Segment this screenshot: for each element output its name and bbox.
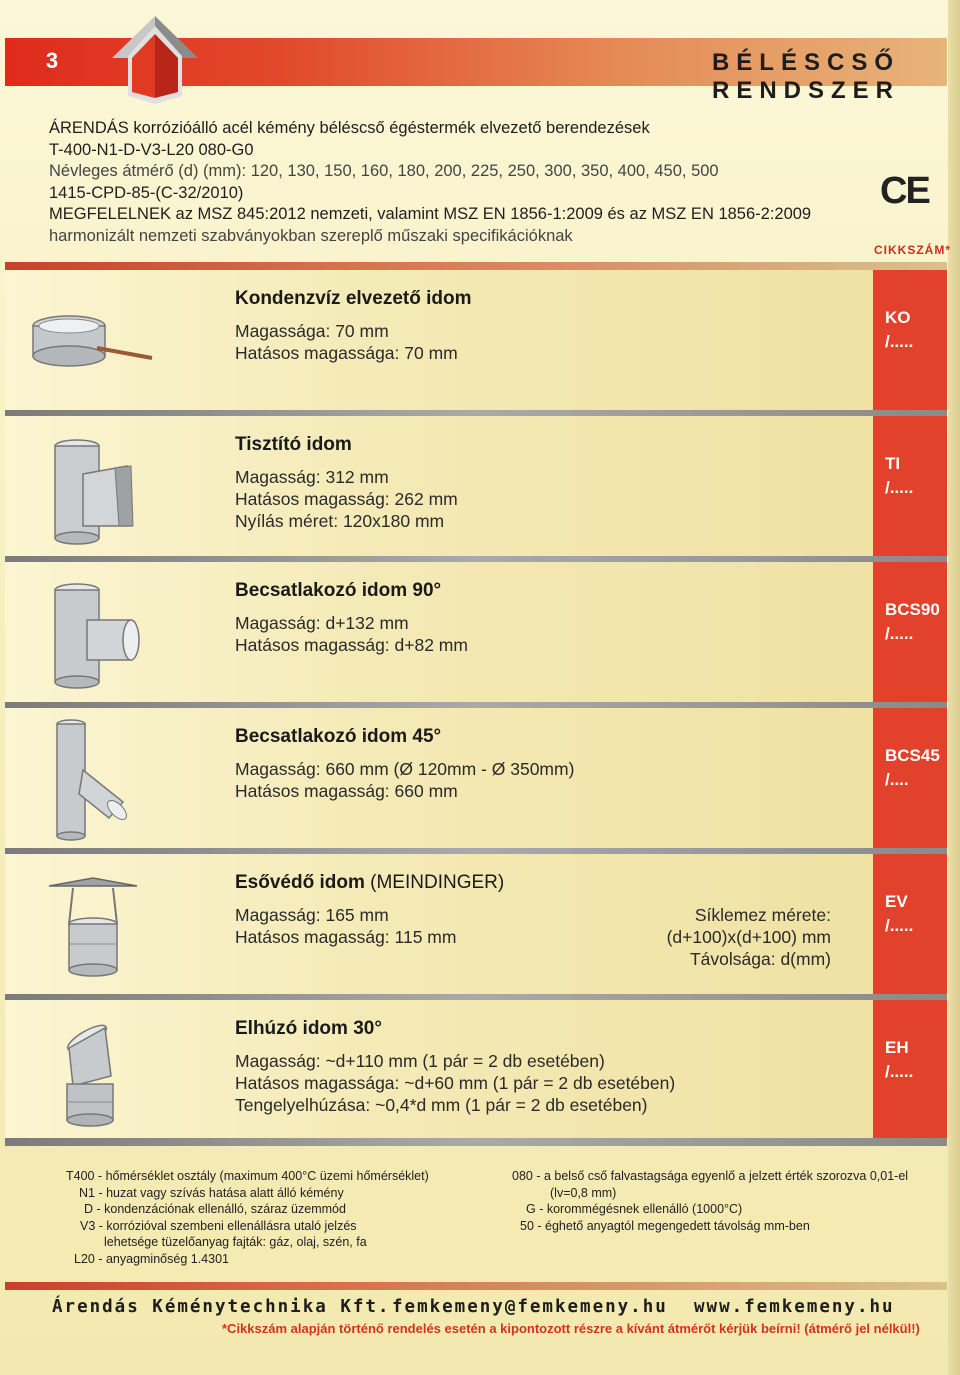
item-specs bbox=[235, 320, 458, 364]
item-title: Esővédő idom (MEINDINGER) bbox=[235, 872, 505, 893]
spec-line: (d+100)x(d+100) mm bbox=[666, 927, 831, 947]
item-specs bbox=[235, 904, 456, 948]
item-title: Elhúzó idom 30° bbox=[235, 1018, 382, 1039]
cleaning-fitting-image bbox=[27, 422, 157, 550]
footer-email-link[interactable]: femkemeny@femkemeny.hu bbox=[392, 1297, 668, 1317]
spec-line: Nyílás méret: 120x180 mm bbox=[235, 511, 445, 531]
spec-line: Magasság: 165 mm bbox=[235, 905, 389, 925]
spec-line: Hatásos magassága: ~d+60 mm (1 pár = 2 db esetében) bbox=[235, 1073, 676, 1093]
legend-line: D - kondenzációnak ellenálló, száraz üzemmód bbox=[84, 1202, 346, 1216]
offset-elbow-image bbox=[27, 1006, 157, 1134]
item-specs bbox=[235, 1050, 675, 1116]
article-code: BCS45 /.... bbox=[885, 746, 940, 789]
spec-line: Magasság: 312 mm bbox=[235, 467, 389, 487]
footer-company: Árendás Kéménytechnika Kft. bbox=[52, 1297, 391, 1317]
item-title: Kondenzvíz elvezető idom bbox=[235, 288, 472, 309]
legend-line: 080 - a belső cső falvastagsága egyenlő a jelzett érték szorozva 0,01-el bbox=[512, 1169, 909, 1183]
spec-line: Síklemez mérete: bbox=[694, 905, 831, 925]
spec-line: Magassága: 70 mm bbox=[235, 321, 389, 341]
intro-block bbox=[49, 118, 869, 248]
item-title: Tisztító idom bbox=[235, 434, 352, 455]
header-title: BÉLÉSCSŐ RENDSZER bbox=[711, 49, 900, 104]
item-specs bbox=[235, 466, 458, 532]
spec-line: Hatásos magasság: 660 mm bbox=[235, 781, 458, 801]
spec-line: Tengelyelhúzása: ~0,4*d mm (1 pár = 2 db esetében) bbox=[235, 1095, 648, 1115]
rain-cap-image bbox=[27, 860, 157, 988]
intro-line: ÁRENDÁS korrózióálló acél kémény béléscső égéstermék elvezető berendezések bbox=[49, 119, 650, 137]
product-row-ko bbox=[5, 270, 947, 410]
spec-line: Magasság: 660 mm (Ø 120mm - Ø 350mm) bbox=[235, 759, 575, 779]
product-row-eh bbox=[5, 1000, 947, 1140]
tee-90-fitting-image bbox=[27, 568, 157, 696]
intro-line: Névleges átmérő (d) (mm): 120, 130, 150, 160, 180, 200, 225, 250, 300, 350, 400, 450, 500 bbox=[49, 162, 719, 181]
spec-line: Távolsága: d(mm) bbox=[689, 949, 831, 969]
spec-line: Magasság: ~d+110 mm (1 pár = 2 db esetében) bbox=[235, 1051, 605, 1071]
divider bbox=[5, 262, 947, 270]
legend-line: N1 - huzat vagy szívás hatása alatt álló kémény bbox=[79, 1185, 344, 1200]
legend-line: lehetsége tüzelőanyag fajták: gáz, olaj, szén, fa bbox=[104, 1235, 367, 1249]
legend-line: T400 - hőmérséklet osztály (maximum 400°C üzemi hőmérséklet) bbox=[66, 1169, 429, 1183]
divider bbox=[5, 1138, 947, 1146]
divider bbox=[5, 1282, 947, 1290]
spec-line: Hatásos magasság: 262 mm bbox=[235, 489, 458, 509]
spec-line: Hatásos magasság: d+82 mm bbox=[235, 635, 468, 655]
item-specs bbox=[235, 612, 468, 656]
footer-website-link[interactable]: www.femkemeny.hu bbox=[694, 1297, 895, 1317]
legend-left bbox=[66, 1168, 429, 1267]
legend-line: 50 - éghető anyagtól megengedett távolság mm-ben bbox=[520, 1218, 810, 1233]
spec-line: Hatásos magassága: 70 mm bbox=[235, 343, 458, 363]
page-edge bbox=[948, 0, 960, 1375]
footer-note: *Cikkszám alapján történő rendelés esetén a kipontozott részre a kívánt átmérőt kérjük beírni! (átmérő jel nélkül!) bbox=[222, 1321, 920, 1336]
item-specs bbox=[235, 758, 574, 802]
intro-line: T-400-N1-D-V3-L20 080-G0 bbox=[49, 140, 254, 159]
spec-line: Hatásos magasság: 115 mm bbox=[235, 927, 457, 947]
legend-line: V3 - korrózióval szembeni ellenállásra utaló jelzés bbox=[80, 1218, 357, 1233]
legend-line: (lv=0,8 mm) bbox=[550, 1185, 617, 1200]
condensate-fitting-image bbox=[27, 276, 157, 404]
article-code: BCS90 /..... bbox=[885, 600, 940, 643]
product-row-bcs45 bbox=[5, 708, 947, 848]
article-code: EH /..... bbox=[885, 1038, 914, 1081]
intro-line: MEGFELELNEK az MSZ 845:2012 nemzeti, valamint MSZ EN 1856-1:2009 és az MSZ EN 1856-2:2009 bbox=[49, 205, 812, 224]
item-title: Becsatlakozó idom 90° bbox=[235, 580, 442, 601]
item-title: Becsatlakozó idom 45° bbox=[235, 726, 442, 747]
intro-line: harmonizált nemzeti szabványokban szereplő műszaki specifikációknak bbox=[49, 226, 573, 245]
cikkszam-label: CIKKSZÁM* bbox=[874, 243, 951, 257]
product-row-bcs90 bbox=[5, 562, 947, 702]
ce-mark-icon: CE bbox=[880, 170, 929, 212]
article-code: TI /..... bbox=[885, 454, 914, 497]
item-specs-right bbox=[605, 904, 831, 970]
intro-line: 1415-CPD-85-(C-32/2010) bbox=[49, 183, 244, 202]
product-row-ti bbox=[5, 416, 947, 556]
page-number: 3 bbox=[45, 48, 59, 73]
legend-line: G - korommégésnek ellenálló (1000°C) bbox=[526, 1202, 743, 1216]
spec-line: Magasság: d+132 mm bbox=[235, 613, 409, 633]
house-logo-icon bbox=[108, 12, 202, 108]
tee-45-fitting-image bbox=[27, 714, 157, 842]
legend-line: L20 - anyagminőség 1.4301 bbox=[74, 1251, 229, 1266]
product-row-ev bbox=[5, 854, 947, 994]
article-code: EV /..... bbox=[885, 892, 914, 935]
legend-right bbox=[512, 1168, 908, 1234]
article-code: KO /..... bbox=[885, 308, 914, 351]
